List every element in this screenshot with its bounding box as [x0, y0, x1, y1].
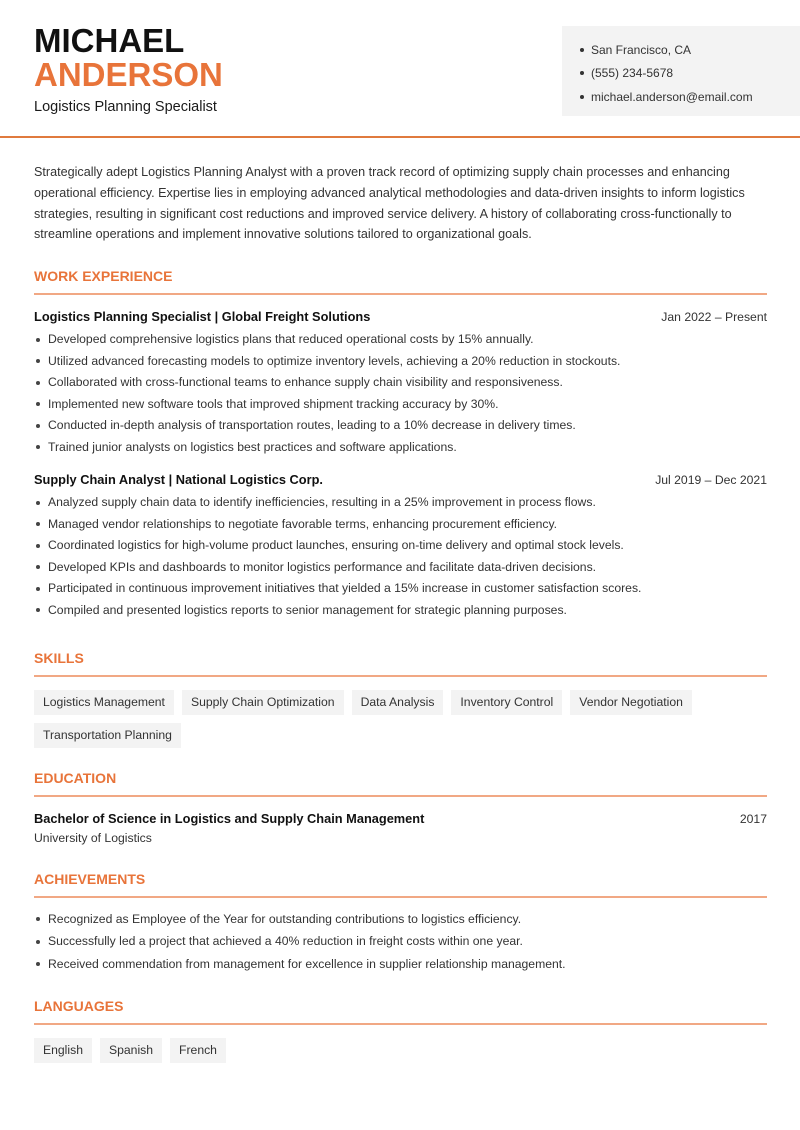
contact-phone-text: (555) 234-5678: [591, 66, 674, 81]
bullet-icon: [36, 424, 40, 428]
bullet-text: Recognized as Employee of the Year for outstanding contributions to logistics efficiency.: [48, 911, 522, 926]
bullet-icon: [36, 587, 40, 591]
bullet-icon: [36, 338, 40, 342]
first-name: MICHAEL: [34, 22, 185, 59]
job-dates: Jan 2022 – Present: [661, 310, 767, 324]
bullet-icon: [36, 402, 40, 406]
list-item: [34, 437, 767, 459]
bullet-text: Developed comprehensive logistics plans that reduced operational costs by 15% annually.: [48, 332, 534, 346]
languages-section: [34, 997, 767, 1063]
contact-location: [580, 38, 800, 62]
section-divider: [34, 675, 767, 677]
bullet-text: Compiled and presented logistics reports to senior management for strategic planning purposes.: [48, 602, 567, 617]
contact-phone: [580, 62, 800, 86]
bullet-text: Utilized advanced forecasting models to optimize inventory levels, achieving a 20% reduction in stockouts.: [48, 353, 621, 368]
list-item: [34, 578, 767, 600]
bullet-text: Conducted in-depth analysis of transportation routes, leading to a 10% decrease in delivery times.: [48, 418, 576, 432]
bullet-text: Participated in continuous improvement initiatives that yielded a 15% increase in customer satisfaction scores.: [48, 581, 642, 595]
bullet-icon: [36, 565, 40, 569]
achievement-bullets: [34, 908, 767, 976]
bullet-text: Successfully led a project that achieved a 40% reduction in freight costs within one year.: [48, 934, 523, 948]
section-title: LANGUAGES: [34, 998, 124, 1014]
job-title: Logistics Planning Specialist: [34, 99, 217, 115]
bullet-text: Managed vendor relationships to negotiate favorable terms, enhancing procurement efficiency.: [48, 516, 558, 531]
job-dates: Jul 2019 – Dec 2021: [655, 473, 767, 487]
contact-email[interactable]: [580, 85, 800, 109]
resume-header: [0, 0, 800, 138]
section-divider: [34, 795, 767, 797]
education-entry: [34, 810, 767, 845]
bullet-icon: [36, 608, 40, 612]
last-name: ANDERSON: [34, 56, 223, 93]
achievements-section: [34, 870, 767, 976]
bullet-icon: [36, 522, 40, 526]
bullet-text: Trained junior analysts on logistics best practices and software applications.: [48, 439, 457, 454]
list-item: [34, 492, 767, 514]
contact-location-text: San Francisco, CA: [591, 42, 692, 57]
list-item: [34, 908, 767, 931]
bullet-text: Developed KPIs and dashboards to monitor logistics performance and facilitate data-driven decisions.: [48, 559, 597, 574]
skills-section: [34, 649, 767, 748]
bullet-icon: [36, 381, 40, 385]
contact-email-text[interactable]: michael.anderson@email.com: [591, 89, 753, 104]
list-item: [34, 953, 767, 976]
bullet-icon: [36, 544, 40, 548]
contact-box: [562, 26, 800, 116]
section-divider: [34, 1023, 767, 1025]
language-tag: Spanish: [100, 1038, 162, 1063]
bullet-icon: [580, 95, 584, 99]
skills-tags: [34, 690, 767, 748]
summary-section: [34, 162, 767, 245]
list-item: [34, 557, 767, 579]
section-divider: [34, 293, 767, 295]
skill-tag: Vendor Negotiation: [570, 690, 692, 715]
section-title: EDUCATION: [34, 770, 117, 786]
skill-tag: Data Analysis: [352, 690, 444, 715]
bullet-icon: [36, 917, 40, 921]
bullet-icon: [36, 501, 40, 505]
graduation-year: 2017: [739, 812, 767, 826]
language-tags: [34, 1038, 767, 1063]
bullet-icon: [36, 445, 40, 449]
bullet-text: Received commendation from management for excellence in supplier relationship management.: [48, 956, 566, 971]
bullet-icon: [36, 962, 40, 966]
list-item: [34, 514, 767, 536]
list-item: [34, 372, 767, 394]
section-divider: [34, 896, 767, 898]
education-section: [34, 769, 767, 845]
bullet-text: Analyzed supply chain data to identify inefficiencies, resulting in a 25% improvement in process flows.: [48, 495, 596, 509]
job-role-company: Supply Chain Analyst | National Logistics Corp.: [34, 472, 323, 487]
skill-tag: Logistics Management: [34, 690, 174, 715]
bullet-icon: [36, 359, 40, 363]
section-title: WORK EXPERIENCE: [34, 268, 173, 284]
list-item: [34, 329, 767, 351]
bullet-icon: [36, 940, 40, 944]
school-name: University of Logistics: [34, 831, 152, 845]
job-entry: [34, 471, 767, 621]
work-experience-section: [34, 267, 767, 621]
list-item: [34, 415, 767, 437]
language-tag: English: [34, 1038, 92, 1063]
list-item: [34, 351, 767, 373]
skill-tag: Supply Chain Optimization: [182, 690, 344, 715]
bullet-text: Implemented new software tools that improved shipment tracking accuracy by 30%.: [48, 396, 499, 411]
skill-tag: Inventory Control: [451, 690, 562, 715]
section-title: SKILLS: [34, 650, 84, 666]
list-item: [34, 600, 767, 622]
section-title: ACHIEVEMENTS: [34, 871, 146, 887]
bullet-text: Collaborated with cross-functional teams to enhance supply chain visibility and responsiveness.: [48, 375, 563, 389]
bullet-icon: [580, 71, 584, 75]
skill-tag: Transportation Planning: [34, 723, 181, 748]
language-tag: French: [170, 1038, 226, 1063]
bullet-icon: [580, 48, 584, 52]
job-bullets: [34, 492, 767, 621]
degree: Bachelor of Science in Logistics and Supply Chain Management: [34, 811, 425, 826]
bullet-text: Coordinated logistics for high-volume product launches, ensuring on-time delivery and optimal stock levels.: [48, 538, 624, 552]
list-item: [34, 394, 767, 416]
list-item: [34, 931, 767, 954]
list-item: [34, 535, 767, 557]
job-entry: [34, 308, 767, 458]
job-role-company: Logistics Planning Specialist | Global Freight Solutions: [34, 309, 371, 324]
summary-text: Strategically adept Logistics Planning Analyst with a proven track record of optimizing supply chain processes and enhancing operational efficiency. Expertise lies in employing advanced analytical methodologies and data-driven insights to inform logistics strategies, resulting in significant cost reductions and improved service delivery. A history of collaborating cross-functionally to streamline operations and implement innovative solutions tailored to organizational goals.: [34, 165, 745, 242]
job-bullets: [34, 329, 767, 458]
